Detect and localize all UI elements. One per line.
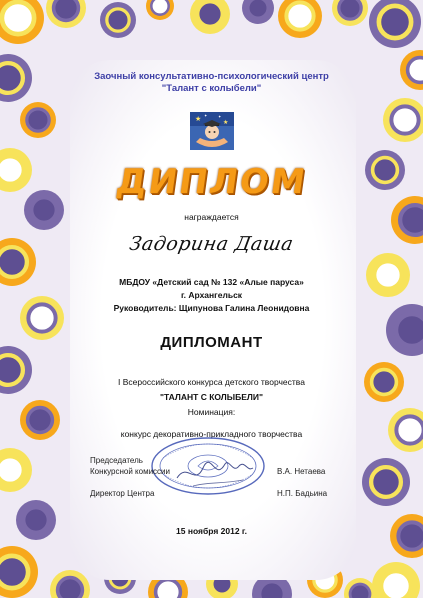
chair-name: В.А. Нетаева [277,467,326,476]
svg-text:✦: ✦ [204,113,208,118]
decorative-ring-inner [248,0,268,18]
director-role: Директор Центра [90,489,155,498]
chair-role-line1: Председатель [90,456,143,465]
decorative-ring-inner [371,467,401,497]
handwritten-signature-icon [173,452,273,494]
nomination: конкурс декоративно-прикладного творчества [120,429,303,439]
decorative-ring-inner [58,578,83,598]
supervisor: Руководитель: Щипунова Галина Леонидовна [113,303,310,313]
decorative-ring-inner [260,582,285,598]
chair-role-line2: Конкурсной комиссии [90,467,170,476]
decorative-ring-inner [151,0,168,15]
decorative-ring-inner [339,0,361,19]
svg-text:★: ★ [223,119,229,126]
diploma-heading: ДИПЛОМ [113,162,310,202]
decorative-ring-inner [198,2,223,27]
organizer-line2: "Талант с колыбели" [161,83,262,94]
decorative-ring-inner [391,106,418,133]
issue-date: 15 ноября 2012 г. [176,526,247,536]
svg-text:★: ★ [195,115,202,123]
institution-city: г. Архангельск [180,290,243,300]
decorative-ring-inner [54,0,79,20]
organizer-line1: Заочный консультативно-психологический центр [94,71,329,82]
decorative-ring-inner [156,580,181,598]
contest-name: "ТАЛАНТ С КОЛЫБЕЛИ" [160,392,263,402]
svg-text:✦: ✦ [218,114,222,119]
decorative-ring-inner [107,9,129,31]
contest-line1: I Всероссийского конкурса детского творчества [118,377,305,387]
decorative-ring-inner [379,6,411,38]
decorative-ring-inner [0,456,24,483]
decorative-ring-inner [381,571,411,598]
institution-name: МБДОУ «Детский сад № 132 «Алые паруса» [119,277,304,287]
awarded-label: награждается [184,212,239,222]
recipient-name: Задорина Даша [127,233,296,255]
decorative-ring-inner [350,584,370,598]
decorative-ring-inner [0,556,28,588]
decorative-ring-inner [2,2,34,34]
decorative-ring-inner [286,2,313,29]
decorative-ring-inner [27,109,49,131]
director-name: Н.П. Бадьина [277,489,328,498]
nomination-label: Номинация: [187,407,236,417]
award-title: ДИПЛОМАНТ [160,334,263,351]
baby-with-stars-logo-icon [190,112,234,150]
